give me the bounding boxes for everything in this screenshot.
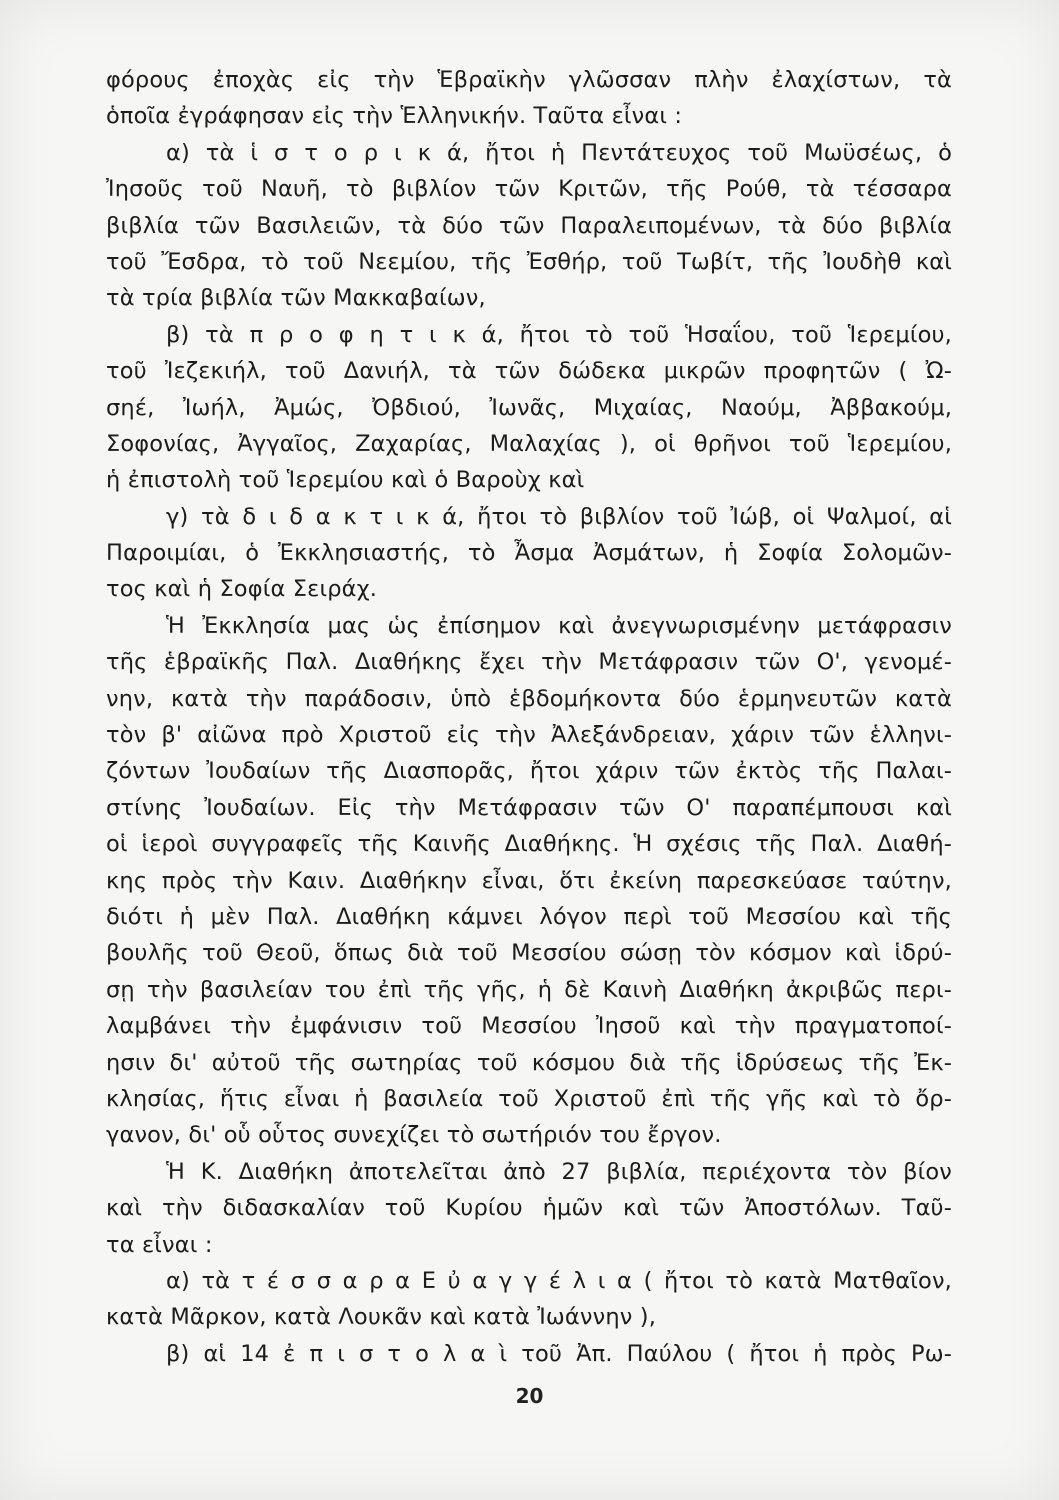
text-line: σηέ, Ἰωήλ, Ἀμώς, Ὀβδιού, Ἰωνᾶς, Μιχαίας, Ναούμ, Ἀββακούμ, bbox=[106, 394, 952, 421]
text-line: τὰ τρία βιβλία τῶν Μακκαβαίων, bbox=[106, 285, 486, 312]
text-line: Παροιμίαι, ὁ Ἐκκλησιαστής, τὸ Ἆσμα Ἀσμάτων, ἡ Σοφία Σολομῶν- bbox=[106, 540, 952, 567]
text-line: β) αἱ 14 ἐ π ι σ τ ο λ α ὶ τοῦ Ἀπ. Παύλου ( ἤτοι ἡ πρὸς Ρω- bbox=[166, 1340, 952, 1367]
text-line: κατὰ Μᾶρκον, κατὰ Λουκᾶν καὶ κατὰ Ἰωάννην ), bbox=[106, 1304, 657, 1331]
text-line: α) τὰ ἱ σ τ ο ρ ι κ ά, ἤτοι ἡ Πεντάτευχος τοῦ Μωϋσέως, ὁ bbox=[166, 139, 952, 166]
text-line: κλησίας, ἥτις εἶναι ἡ βασιλεία τοῦ Χριστοῦ ἐπὶ τῆς γῆς καὶ τὸ ὄρ- bbox=[106, 1085, 952, 1112]
text-line: τὸν β' αἰῶνα πρὸ Χριστοῦ εἰς τὴν Ἀλεξάνδρειαν, χάριν τῶν ἑλληνι- bbox=[106, 722, 952, 749]
text-line: ἡ ἐπιστολὴ τοῦ Ἱερεμίου καὶ ὁ Βαροὺχ καὶ bbox=[106, 467, 585, 494]
text-line: καὶ τὴν διδασκαλίαν τοῦ Κυρίου ἡμῶν καὶ τῶν Ἀποστόλων. Ταῦ- bbox=[106, 1195, 952, 1222]
text-line: ησιν δι' αὐτοῦ τῆς σωτηρίας τοῦ κόσμου διὰ τῆς ἱδρύσεως τῆς Ἐκ- bbox=[106, 1049, 952, 1076]
text-line: Ἰησοῦς τοῦ Ναυῆ, τὸ βιβλίον τῶν Κριτῶν, τῆς Ρούθ, τὰ τέσσαρα bbox=[106, 176, 952, 203]
text-line: ὁποῖα ἐγράφησαν εἰς τὴν Ἑλληνικήν. Ταῦτα εἶναι : bbox=[106, 103, 683, 130]
text-line: κης πρὸς τὴν Καιν. Διαθήκην εἶναι, ὅτι ἐκείνη παρεσκεύασε ταύτην, bbox=[106, 867, 952, 894]
text-line: οἱ ἱεροὶ συγγραφεῖς τῆς Καινῆς Διαθήκης. Ἡ σχέσις τῆς Παλ. Διαθή- bbox=[106, 831, 952, 858]
text-line: Ἡ Ἐκκλησία μας ὡς ἐπίσημον καὶ ἀνεγνωρισμένην μετάφρασιν bbox=[166, 612, 952, 639]
text-line: τῆς ἑβραϊκῆς Παλ. Διαθήκης ἔχει τὴν Μετάφρασιν τῶν Ο', γενομέ- bbox=[106, 649, 952, 676]
text-line: νην, κατὰ τὴν παράδοσιν, ὑπὸ ἑβδομήκοντα δύο ἑρμηνευτῶν κατὰ bbox=[106, 685, 952, 712]
text-line: Σοφονίας, Ἀγγαῖος, Ζαχαρίας, Μαλαχίας ), οἱ θρῆνοι τοῦ Ἱερεμίου, bbox=[106, 430, 952, 457]
text-line: γ) τὰ δ ι δ α κ τ ι κ ά, ἤτοι τὸ βιβλίον τοῦ Ἰώβ, οἱ Ψαλμοί, αἱ bbox=[166, 503, 952, 530]
text-line: διότι ἡ μὲν Παλ. Διαθήκη κάμνει λόγον περὶ τοῦ Μεσσίου καὶ τῆς bbox=[106, 903, 952, 930]
text-line: β) τὰ π ρ ο φ η τ ι κ ά, ἤτοι τὸ τοῦ Ἡσαΐου, τοῦ Ἱερεμίου, bbox=[166, 321, 952, 348]
text-line: τα εἶναι : bbox=[106, 1231, 213, 1258]
text-line: Ἡ Κ. Διαθήκη ἀποτελεῖται ἀπὸ 27 βιβλία, περιέχοντα τὸν βίον bbox=[166, 1158, 952, 1185]
text-line: βουλῆς τοῦ Θεοῦ, ὅπως διὰ τοῦ Μεσσίου σώσῃ τὸν κόσμον καὶ ἱδρύ- bbox=[106, 940, 952, 967]
text-line: φόρους ἐποχὰς εἰς τὴν Ἑβραϊκὴν γλῶσσαν πλὴν ἐλαχίστων, τὰ bbox=[106, 67, 952, 93]
text-line: τοῦ Ἰεζεκιήλ, τοῦ Δανιήλ, τὰ τῶν δώδεκα μικρῶν προφητῶν ( Ὠ- bbox=[106, 358, 952, 385]
text-line: γανον, δι' οὗ οὗτος συνεχίζει τὸ σωτήριόν του ἔργον. bbox=[106, 1122, 722, 1149]
page-number: 20 bbox=[515, 1384, 544, 1408]
text-line: λαμβάνει τὴν ἐμφάνισιν τοῦ Μεσσίου Ἰησοῦ καὶ τὴν πραγματοποί- bbox=[106, 1013, 952, 1040]
text-line: τος καὶ ἡ Σοφία Σειράχ. bbox=[106, 576, 378, 603]
body-text bbox=[106, 62, 952, 1372]
text-line: σῃ τὴν βασιλείαν του ἐπὶ τῆς γῆς, ἡ δὲ Καινὴ Διαθήκη ἀκριβῶς περι- bbox=[106, 976, 952, 1003]
text-line: βιβλία τῶν Βασιλειῶν, τὰ δύο τῶν Παραλειπομένων, τὰ δύο βιβλία bbox=[106, 212, 952, 239]
text-line: α) τὰ τ έ σ σ α ρ α Ε ὐ α γ γ έ λ ι α ( ἤτοι τὸ κατὰ Ματθαῖον, bbox=[166, 1267, 952, 1294]
text-line: τοῦ Ἔσδρα, τὸ τοῦ Νεεμίου, τῆς Ἐσθήρ, τοῦ Τωβίτ, τῆς Ἰουδὴθ καὶ bbox=[106, 248, 952, 275]
text-line: ζόντων Ἰουδαίων τῆς Διασπορᾶς, ἤτοι χάριν τῶν ἐκτὸς τῆς Παλαι- bbox=[106, 758, 952, 785]
text-line: στίνης Ἰουδαίων. Εἰς τὴν Μετάφρασιν τῶν Ο' παραπέμπουσι καὶ bbox=[106, 794, 952, 821]
